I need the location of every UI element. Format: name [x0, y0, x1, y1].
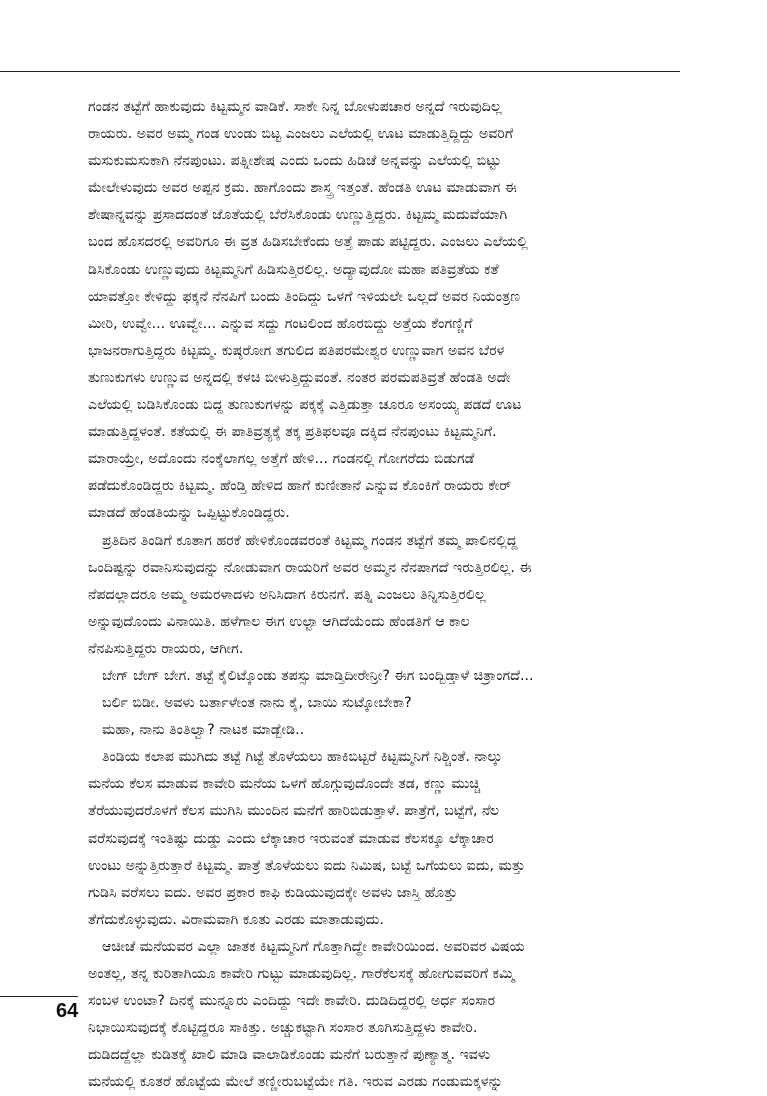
dialogue-line: ಮಹಾ, ನಾನು ತಿಂತಿಲ್ವಾ? ನಾಟಕ ಮಾಡ್ಬೇಡಿ..: [102, 722, 305, 739]
text-line: ದುಡಿದದ್ದೆಲ್ಲಾ ಕುಡಿತಕ್ಕೆ ಖಾಲಿ ಮಾಡಿ ವಾಲಾಡಿಕೊಂಡು ಮನೆಗೆ ಬರುತ್ತಾನೆ ಪುಣ್ಯಾತ್ಮ. ಇವಳು: [88, 1047, 491, 1064]
dialogue-line: ಬರ್ಲಿ ಬಿಡೀ. ಅವಳು ಬರ್ತಾಳೇಂತ ನಾನು ಕೈ, ಬಾಯಿ ಸುಟ್ಕೋಬೇಕಾ?: [102, 695, 412, 712]
text-line: ಸಂಬಳ ಉಂಟಾ? ದಿನಕ್ಕೆ ಮುನ್ನೂರು ಎಂದಿದ್ದು ಇದೇ ಕಾವೇರಿ. ದುಡಿದಿದ್ದರಲ್ಲಿ ಅರ್ಧ ಸಂಸಾರ: [88, 993, 496, 1010]
text-line: ಡಿಸಿಕೊಂಡು ಉಣ್ಣುವುದು ಕಿಟ್ಟಮ್ಮನಿಗೆ ಹಿಡಿಸುತ್ತಿರಲಿಲ್ಲ. ಅದ್ಯಾವುದೋ ಮಹಾ ಪತಿವ್ರತೆಯ ಕತೆ: [88, 261, 499, 278]
text-line: ಒಂದಿಷ್ಟನ್ನು ರವಾನಿಸುವುದನ್ನು ನೋಡುವಾಗ ರಾಯರಿಗೆ ಅವರ ಅಮ್ಮನ ನೆನಪಾಗದೆ ಇರುತ್ತಿರಲಿಲ್ಲ. ಈ: [88, 559, 532, 576]
text-line: ಮಸುಕುಮಸುಕಾಗಿ ನೆನಪುಂಟು. ಪತ್ನೀಶೇಷ ಎಂದು ಒಂದು ಹಿಡಿಚೆ ಅನ್ನವನ್ನು ಎಲೆಯಲ್ಲಿ ಬಿಟ್ಟು: [88, 153, 502, 170]
text-line: ಮಾರಾಯ್ರೇ, ಅದೊಂದು ನಂಕ್ಕೆಲಾಗಲ್ಲ ಅತ್ತೆಗೆ ಹೇಳಿ... ಗಂಡನಲ್ಲಿ ಗೋಗರೆದು ಬಿಡುಗಡೆ: [88, 451, 475, 468]
header-rule: [0, 71, 680, 72]
paragraph-start-line: ಆಚೀಚೆ ಮನೆಯವರ ಎಲ್ಲಾ ಜಾತಕ ಕಿಟ್ಟಮ್ಮನಿಗೆ ಗೊತ್ತಾಗಿದ್ದೇ ಕಾವೇರಿಯಿಂದ. ಅವರಿವರ ವಿಷಯ: [102, 938, 525, 955]
dialogue-line: ಬೇಗ್ ಬೇಗ್ ಬೇಗ. ತಟ್ಟೆ ಕೈಲಿಟ್ಕೊಂಡು ತಪಸ್ಸು ಮಾಡ್ತಿದೀರೇನ್ರೀ? ಈಗ ಬಂದ್ಬಿಡ್ತಾಳೆ ಚಿತ್ರಾಂಗದೆ...: [102, 667, 534, 684]
footer-rule: [0, 996, 78, 997]
text-line: ತುಣುಕುಗಳು ಉಣ್ಣುವ ಅನ್ನದಲ್ಲಿ ಕಳಚಿ ಬೀಳುತ್ತಿದ್ದುವಂತೆ. ನಂತರ ಪರಮಪತಿವ್ರತೆ ಹೆಂಡತಿ ಅದೇ: [88, 369, 511, 386]
text-line: ಪಡೆದುಕೊಂಡಿದ್ದರು ಕಿಟ್ಟಮ್ಮ. ಹೆಂಡ್ತಿ ಹೇಳಿದ ಹಾಗೆ ಕುಣೀತಾನೆ ಎನ್ನುವ ಕೊಂಕಿಗೆ ರಾಯರು ಕೇರ್: [88, 478, 512, 495]
text-line: ತೆಗೆದುಕೊಳ್ಳುವುದು. ವಿರಾಮವಾಗಿ ಕೂತು ಎರಡು ಮಾತಾಡುವುದು.: [88, 911, 384, 928]
text-line: ಭಾಜನರಾಗುತ್ತಿದ್ದರು ಕಿಟ್ಟಮ್ಮ. ಕುಷ್ಠರೋಗ ತಗುಲಿದ ಪತಿಪರಮೇಶ್ವರ ಉಣ್ಣುವಾಗ ಅವನ ಬೆರಳ: [88, 342, 505, 359]
text-line: ಉಂಟು ಅನ್ನುತ್ತಿರುತ್ತಾರೆ ಕಿಟ್ಟಮ್ಮ. ಪಾತ್ರೆ ತೊಳೆಯಲು ಐದು ನಿಮಿಷ, ಬಟ್ಟೆ ಒಗೆಯಲು ಐದು, ಮತ್ತು: [88, 857, 526, 874]
text-line: ಶೇಷಾನ್ನವನ್ನು ಪ್ರಸಾದದಂತೆ ಜೊತೆಯಲ್ಲಿ ಬೆರೆಸಿಕೊಂಡು ಉಣ್ಣುತ್ತಿದ್ದರು. ಕಿಟ್ಟಮ್ಮ ಮದುವೆಯಾಗಿ: [88, 207, 508, 224]
text-line: ಮನೆಯ ಕೆಲಸ ಮಾಡುವ ಕಾವೇರಿ ಮನೆಯ ಒಳಗೆ ಹೊಗ್ಗುವುದೊಂದೇ ತಡ, ಕಣ್ಣು ಮುಚ್ಚಿ: [88, 776, 481, 793]
text-line: ಮನೆಯಲ್ಲಿ ಕೂತರೆ ಹೊಟ್ಟೆಯ ಮೇಲೆ ತಣ್ಣೀರುಬಟ್ಟೆಯೇ ಗತಿ. ಇರುವ ಎರಡು ಗಂಡುಮಕ್ಕಳನ್ನು: [88, 1074, 503, 1091]
text-line: ಅನ್ನುವುದೊಂದು ವಿನಾಯಿತಿ. ಹಳೆಗಾಲ ಈಗ ಉಲ್ಟಾ ಆಗಿದೆಯೆಂದು ಹೆಂಡತಿಗೆ ಆ ಕಾಲ: [88, 613, 470, 630]
text-line: ವರೆಸುವುದಕ್ಕೆ ಇಂತಿಷ್ಟು ದುಡ್ಡು ಎಂದು ಲೆಕ್ಕಾಚಾರ ಇರುವಂತೆ ಮಾಡುವ ಕೆಲಸಕ್ಕೂ ಲೆಕ್ಕಾಚಾರ: [88, 830, 494, 847]
text-line: ಮಾಡುತ್ತಿದ್ದಳಂತೆ. ಕತೆಯಲ್ಲಿ ಈ ಪಾತಿವ್ರತ್ಯಕ್ಕೆ ತಕ್ಕ ಪ್ರತಿಫಲವೂ ದಕ್ಕಿದ ನೆನಪುಂಟು ಕಿಟ್ಟಮ್ಮನಿಗೆ.: [88, 424, 497, 441]
text-line: ನೆನಪಿಸುತ್ತಿದ್ದರು ರಾಯರು, ಆಗೀಗ.: [88, 640, 244, 657]
text-line: ಎಲೆಯಲ್ಲಿ ಬಡಿಸಿಕೊಂಡು ಬಿದ್ದ ತುಣುಕುಗಳನ್ನು ಪಕ್ಕಕ್ಕೆ ಎತ್ತಿಡುತ್ತಾ ಚೂರೂ ಅಸಂಯ್ಯ ಪಡದೆ ಊಟ: [88, 397, 522, 414]
text-line: ಮೇಲೇಳುವುದು ಅವರ ಅಪ್ಪನ ಕ್ರಮ. ಹಾಗೊಂದು ಶಾಸ್ತ್ರ ಇತ್ತಂತೆ. ಹೆಂಡತಿ ಊಟ ಮಾಡುವಾಗ ಈ: [88, 180, 518, 197]
text-line: ಮಾಡದೆ ಹೆಂಡತಿಯನ್ನು ಒಪ್ಪಿಟ್ಟುಕೊಂಡಿದ್ದರು.: [88, 505, 290, 522]
text-line: ಯಾವತ್ತೋ ಕೇಳಿದ್ದು ಫಕ್ಕನೆ ನೆನಪಿಗೆ ಬಂದು ತಿಂದಿದ್ದು ಒಳಗೆ ಇಳಿಯಲೇ ಒಲ್ಲದೆ ಅವರ ನಿಯಂತ್ರಣ: [88, 288, 521, 305]
text-line: ನಿಭಾಯಿಸುವುದಕ್ಕೆ ಕೊಟ್ಟಿದ್ದರೂ ಸಾಕಿತ್ತು. ಅಚ್ಚುಕಟ್ಟಾಗಿ ಸಂಸಾರ ತೂಗಿಸುತ್ತಿದ್ದಳು ಕಾವೇರಿ.: [88, 1020, 478, 1037]
text-line: ಬಂದ ಹೊಸದರಲ್ಲಿ ಅವರಿಗೂ ಈ ವ್ರತ ಹಿಡಿಸಬೇಕೆಂದು ಅತ್ತೆ ಪಾಡು ಪಟ್ಟಿದ್ದರು. ಎಂಜಲು ಎಲೆಯಲ್ಲಿ: [88, 234, 528, 251]
text-line: ರಾಯರು. ಅವರ ಅಮ್ಮ ಗಂಡ ಉಂಡು ಬಿಟ್ಟ ಎಂಜಲು ಎಲೆಯಲ್ಲಿ ಊಟ ಮಾಡುತ್ತಿದ್ದಿದ್ದು ಅವರಿಗೆ: [88, 126, 514, 143]
paragraph-start-line: ಪ್ರತಿದಿನ ತಿಂಡಿಗೆ ಕೂತಾಗ ಹರಕೆ ಹೇಳಿಕೊಂಡವರಂತೆ ಕಿಟ್ಟಮ್ಮ ಗಂಡನ ತಟ್ಟೆಗೆ ತಮ್ಮ ಪಾಲಿನಲ್ಲಿದ್ದ: [102, 532, 518, 549]
paragraph-start-line: ತಿಂಡಿಯ ಕಲಾಪ ಮುಗಿದು ತಟ್ಟೆ ಗಿಟ್ಟೆ ತೊಳೆಯಲು ಹಾಕಿಬಿಟ್ಟರೆ ಕಿಟ್ಟಮ್ಮನಿಗೆ ನಿಶ್ಚಿಂತೆ. ನಾಲ್ಕು: [102, 749, 503, 766]
text-line: ತೆರೆಯುವುದರೊಳಗೆ ಕೆಲಸ ಮುಗಿಸಿ ಮುಂದಿನ ಮನೆಗೆ ಹಾರಿಬಿಡುತ್ತಾಳೆ. ಪಾತ್ರೆಗೆ, ಬಟ್ಟೆಗೆ, ನೆಲ: [88, 803, 500, 820]
text-line: ನೆಪದಲ್ಲಾದರೂ ಅಮ್ಮ ಅಮರಳಾದಳು ಅನಿಸಿದಾಗ ಕಿರುನಗೆ. ಪತ್ನಿ ಎಂಜಲು ತಿನ್ನಿಸುತ್ತಿರಲಿಲ್ಲ: [88, 586, 486, 603]
text-line: ಮೀರಿ, ಉವ್ವೇ... ಊವ್ವೇ... ಎನ್ನುವ ಸದ್ದು ಗಂಟಲಿಂದ ಹೊರಬಿದ್ದು ಅತ್ತೆಯ ಕೆಂಗಣ್ಣಿಗೆ: [88, 315, 473, 332]
text-line: ಗಂಡನ ತಟ್ಟೆಗೆ ಹಾಕುವುದು ಕಿಟ್ಟಮ್ಮನ ವಾಡಿಕೆ. ಸಾಕೇ ನಿನ್ನ ಬೋಳುಪಚಾರ ಅನ್ನದೆ ಇರುವುದಿಲ್ಲ: [88, 99, 502, 115]
page-number: 64: [56, 1000, 79, 1022]
body-text: [88, 94, 676, 1096]
text-line: ಗುಡಿಸಿ ವರೆಸಲು ಐದು. ಅವರ ಪ್ರಕಾರ ಕಾಫಿ ಕುಡಿಯುವುದಕ್ಕೇ ಅವಳು ಜಾಸ್ತಿ ಹೊತ್ತು: [88, 884, 458, 901]
text-line: ಅಂತಲ್ಲ, ತನ್ನ ಕುರಿತಾಗಿಯೂ ಕಾವೇರಿ ಗುಟ್ಟು ಮಾಡುವುದಿಲ್ಲ. ಗಾರೆಕೆಲಸಕ್ಕೆ ಹೋಗುವವರಿಗೆ ಕಮ್ಮಿ: [88, 966, 515, 982]
